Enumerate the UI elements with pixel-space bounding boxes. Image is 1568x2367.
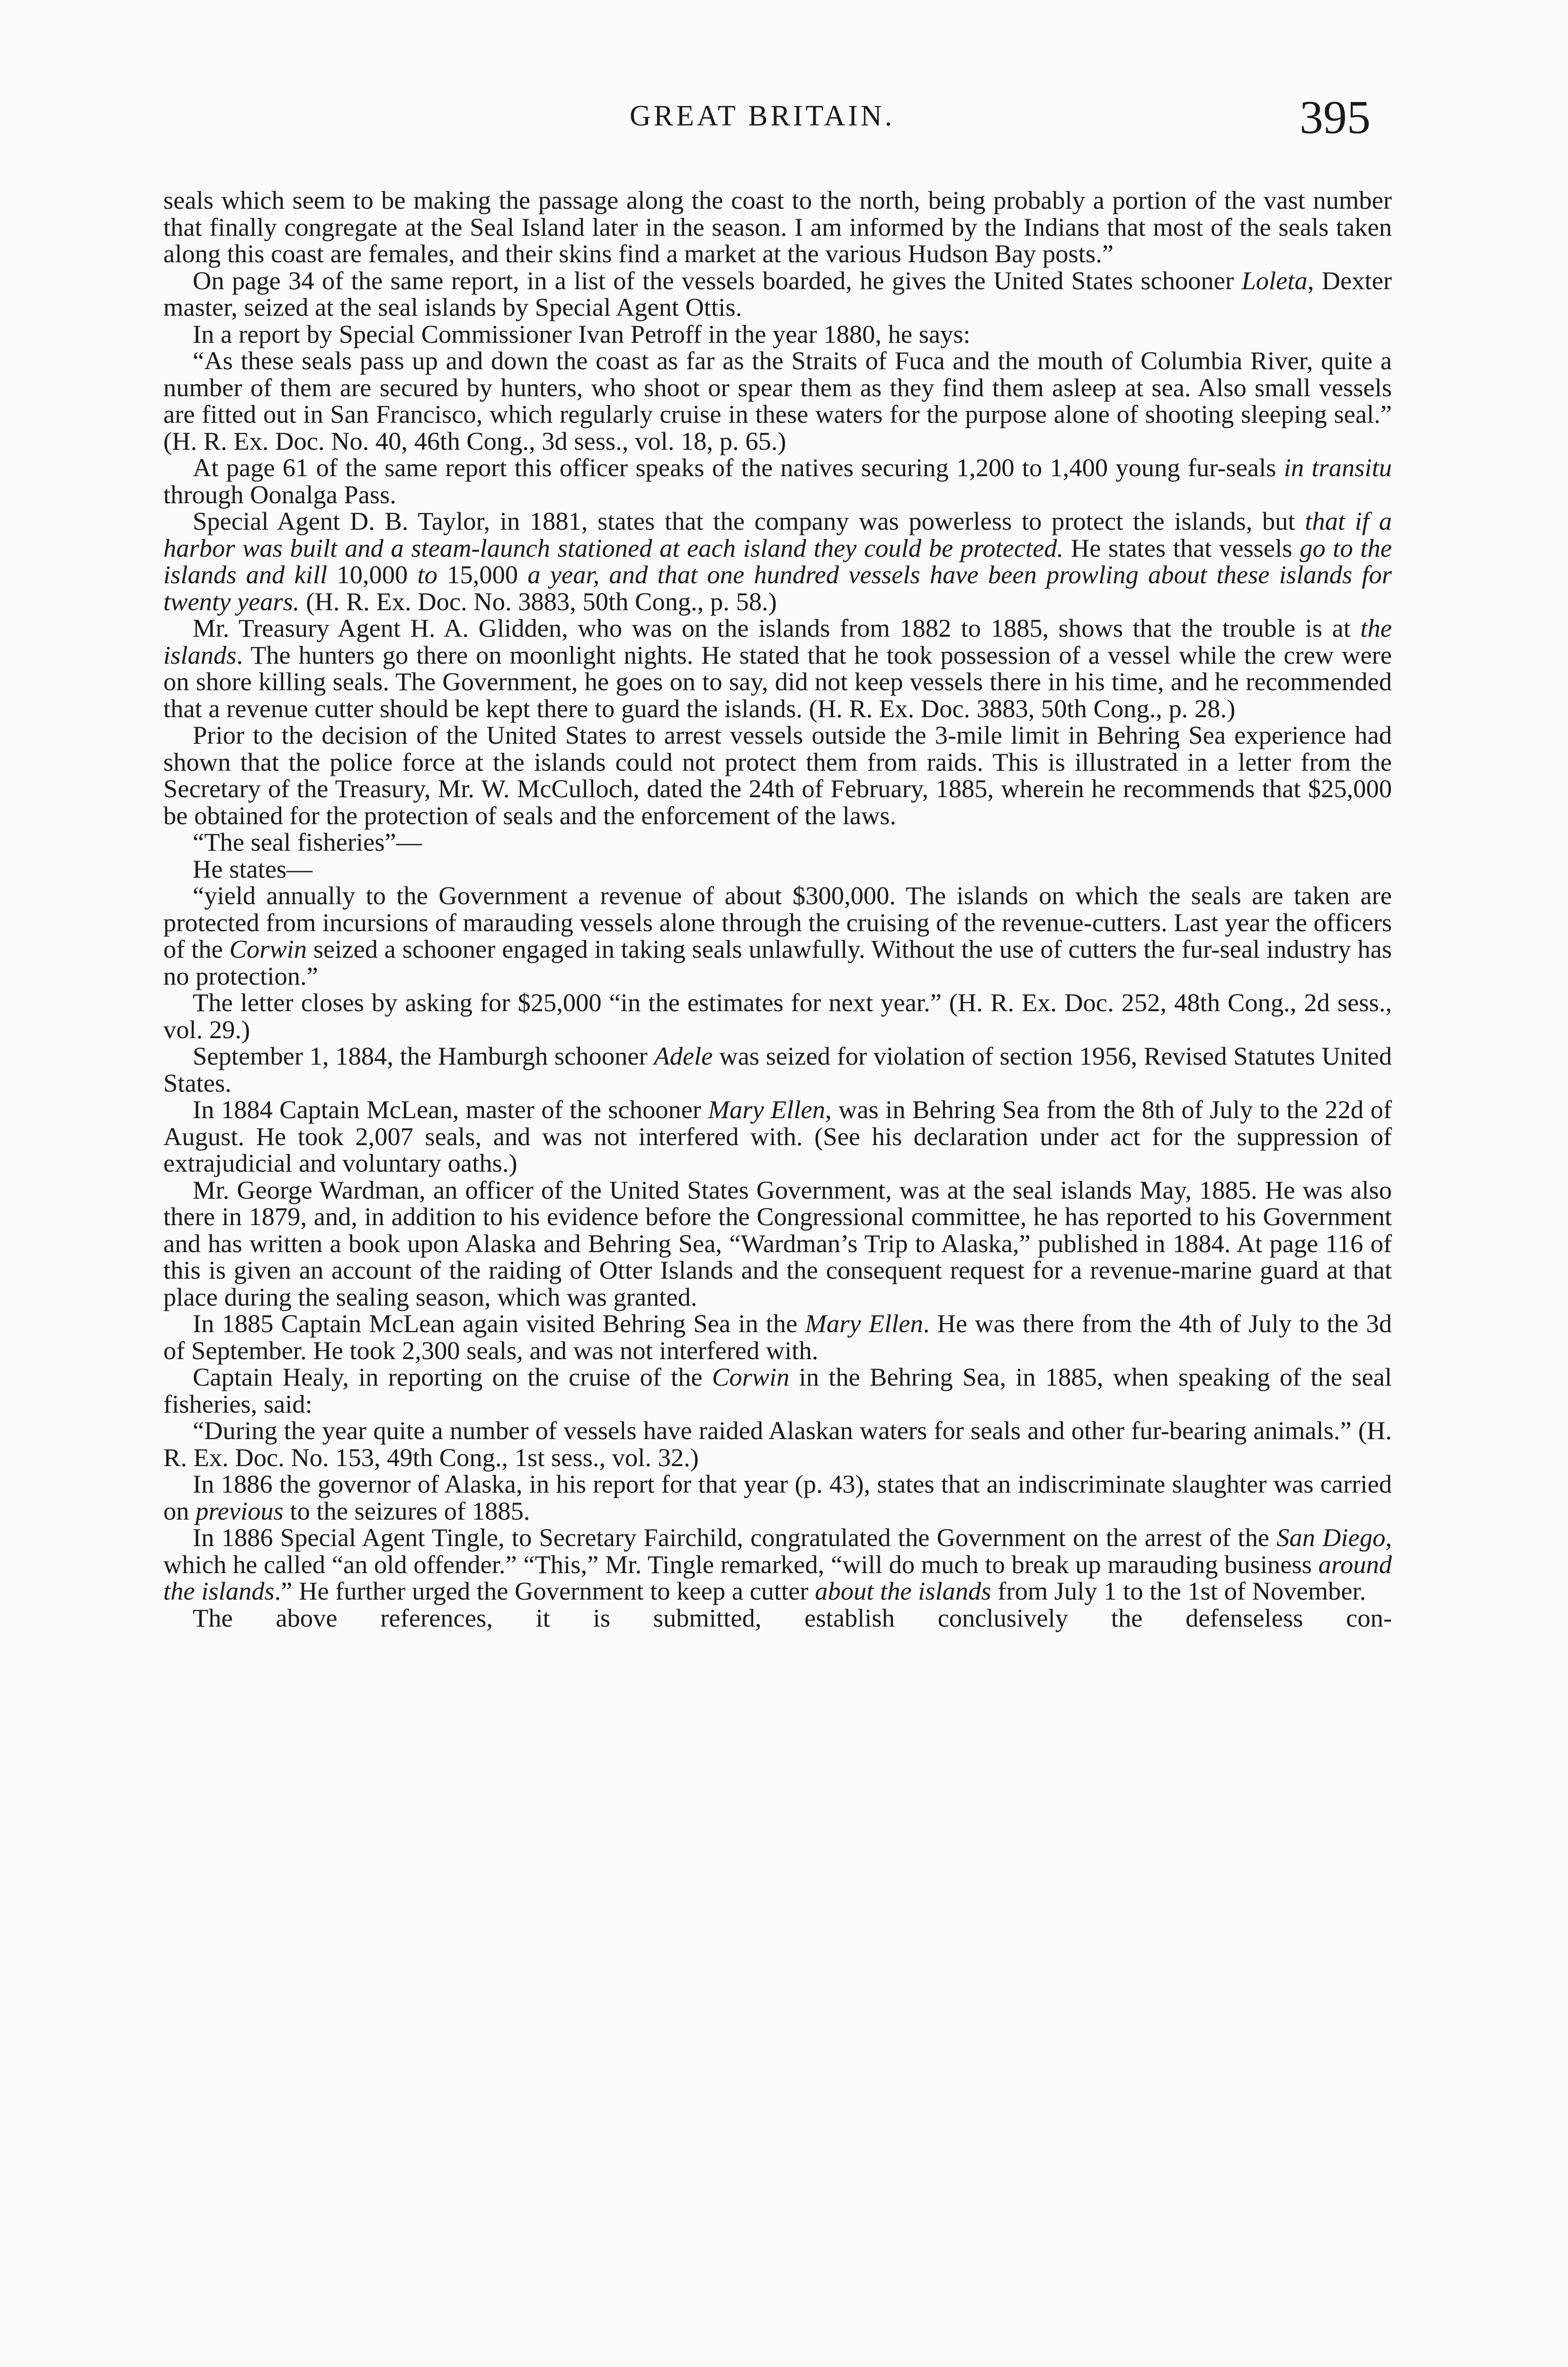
text-run: , Dexter master, seized at the seal islands by Special Agent Ottis.: [163, 266, 1392, 321]
text-run: “yield annually to the Government a revenue of about $300,000. The islands on which the seals are taken are protected from incursions of marauding vessels alone through the cruising of the revenue-cutters. Last year the officers of the: [163, 881, 1392, 963]
text-run: He states that vessels: [1063, 533, 1300, 562]
body-text: [163, 187, 1392, 1631]
text-run: The letter closes by asking for $25,000 “in the estimates for next year.” (H. R. Ex. Doc. 252, 48th Cong., 2d sess., vol. 29.): [163, 988, 1392, 1044]
paragraph: [163, 856, 1392, 883]
italic-text: about the islands: [815, 1576, 991, 1605]
italic-text: San Diego: [1276, 1523, 1386, 1552]
italic-text: go to the islands and kill: [163, 533, 1392, 589]
paragraph: [163, 1471, 1392, 1524]
text-run: In 1886 Special Agent Tingle, to Secretary Fairchild, congratulated the Government on the arrest of the: [193, 1523, 1277, 1552]
text-run: Special Agent D. B. Taylor, in 1881, states that the company was powerless to protect the islands, but: [193, 507, 1305, 535]
text-run: Captain Healy, in reporting on the cruise of the: [193, 1362, 712, 1391]
page-number: 395: [1300, 91, 1371, 143]
text-run: “The seal fisheries”—: [193, 828, 422, 856]
text-run: . The hunters go there on moonlight nights. He stated that he took possession of a vessel while the crew were on shore killing seals. The Government, he goes on to say, did not keep vessels there in his time, and he recommended that a revenue cutter should be kept there to guard the islands. (H. R. Ex. Doc. 3883, 50th Cong., p. 28.): [163, 640, 1392, 723]
italic-text: to: [417, 560, 438, 589]
running-title: GREAT BRITAIN.: [630, 100, 895, 132]
italic-text: Adele: [654, 1041, 713, 1070]
italic-text: around the islands: [163, 1549, 1392, 1605]
paragraph: [163, 1177, 1392, 1311]
text-run: through Oonalga Pass.: [163, 480, 396, 509]
text-run: He states—: [193, 854, 312, 883]
paragraph: [163, 989, 1392, 1043]
text-run: seized a schooner engaged in taking seals unlawfully. Without the use of cutters the fur-seal industry has no protection.”: [163, 934, 1392, 990]
paragraph: [163, 267, 1392, 321]
text-run: from July 1 to the 1st of November.: [991, 1576, 1366, 1605]
text-run: , which he called “an old offender.” “This,” Mr. Tingle remarked, “will do much to break up marauding business: [163, 1523, 1392, 1579]
page-header: [0, 90, 1568, 156]
paragraph: [163, 187, 1392, 267]
italic-text: Corwin: [712, 1362, 790, 1391]
text-run: In 1884 Captain McLean, master of the schooner: [193, 1095, 708, 1124]
text-run: “As these seals pass up and down the coast as far as the Straits of Fuca and the mouth of Columbia River, quite a number of them are secured by hunters, who shoot or spear them as they find them asleep at sea. Also small vessels are fitted out in San Francisco, which regularly cruise in these waters for the purpose alone of shooting sleeping seal.” (H. R. Ex. Doc. No. 40, 46th Cong., 3d sess., vol. 18, p. 65.): [163, 346, 1392, 455]
paragraph: [163, 321, 1392, 348]
text-run: . He was there from the 4th of July to the 3d of September. He took 2,300 seals, and was not interfered with.: [163, 1309, 1392, 1365]
paragraph: [163, 1096, 1392, 1177]
text-run: 15,000: [437, 560, 528, 589]
text-run: in the Behring Sea, in 1885, when speaking of the seal fisheries, said:: [163, 1362, 1392, 1418]
italic-text: previous: [196, 1496, 284, 1525]
text-run: At page 61 of the same report this officer speaks of the natives securing 1,200 to 1,400 young fur-seals: [193, 453, 1284, 482]
text-run: , was in Behring Sea from the 8th of July to the 22d of August. He took 2,007 seals, and was not interfered with. (See his declaration under act for the suppression of extrajudicial and voluntary oaths.): [163, 1095, 1392, 1177]
paragraph: [163, 1310, 1392, 1364]
paragraph: [163, 1364, 1392, 1417]
text-run: (H. R. Ex. Doc. No. 3883, 50th Cong., p. 58.): [299, 587, 777, 616]
italic-text: Corwin: [229, 934, 307, 963]
text-run: “During the year quite a number of vessels have raided Alaskan waters for seals and other fur-bearing animals.” (H. R. Ex. Doc. No. 153, 49th Cong., 1st sess., vol. 32.): [163, 1416, 1392, 1472]
paragraph: [163, 347, 1392, 454]
text-run: was seized for violation of section 1956, Revised Statutes United States.: [163, 1041, 1392, 1097]
paragraph: [163, 1524, 1392, 1605]
italic-text: that if a harbor was built and a steam-launch stationed at each island they could be protected.: [163, 507, 1392, 562]
text-run: to the seizures of 1885.: [283, 1496, 530, 1525]
paragraph: [163, 1417, 1392, 1471]
paragraph: [163, 508, 1392, 615]
italic-text: in transitu: [1283, 453, 1392, 482]
paragraph: [163, 722, 1392, 829]
paragraph: [163, 615, 1392, 722]
text-run: 10,000: [327, 560, 418, 589]
text-run: In a report by Special Commissioner Ivan Petroff in the year 1880, he says:: [193, 319, 971, 348]
text-run: .” He further urged the Government to keep a cutter: [274, 1576, 815, 1605]
paragraph: [163, 1605, 1392, 1632]
italic-text: Loleta: [1241, 266, 1308, 295]
italic-text: the islands: [163, 614, 1392, 669]
text-run: Prior to the decision of the United States to arrest vessels outside the 3-mile limit in Behring Sea experience had shown that the police force at the islands could not protect them from raids. This is illustrated in a letter from the Secretary of the Treasury, Mr. W. McCulloch, dated the 24th of February, 1885, wherein he recommends that $25,000 be obtained for the protection of seals and the enforcement of the laws.: [163, 721, 1392, 830]
paragraph: [163, 829, 1392, 856]
paragraph: [163, 1043, 1392, 1096]
text-run: On page 34 of the same report, in a list of the vessels boarded, he gives the United States schooner: [193, 266, 1242, 295]
paragraph: [163, 882, 1392, 989]
text-run: Mr. George Wardman, an officer of the United States Government, was at the seal islands May, 1885. He was also there in 1879, and, in addition to his evidence before the Congressional committee, he has reported to his Government and has written a book upon Alaska and Behring Sea, “Wardman’s Trip to Alaska,” published in 1884. At page 116 of this is given an account of the raiding of Otter Islands and the consequent request for a revenue-marine guard at that place during the sealing season, which was granted.: [163, 1175, 1392, 1311]
italic-text: Mary Ellen: [805, 1309, 923, 1338]
text-run: In 1885 Captain McLean again visited Behring Sea in the: [193, 1309, 805, 1338]
italic-text: Mary Ellen: [708, 1095, 825, 1124]
paragraph: [163, 454, 1392, 508]
text-run: The above references, it is submitted, establish conclusively the defenseless con-: [193, 1603, 1392, 1632]
text-run: In 1886 the governor of Alaska, in his report for that year (p. 43), states that an indiscriminate slaughter was carried on: [163, 1469, 1392, 1525]
italic-text: a year, and that one hundred vessels have been prowling about these islands for twenty years.: [163, 560, 1392, 616]
text-run: seals which seem to be making the passage along the coast to the north, being probably a portion of the vast number that finally congregate at the Seal Island later in the season. I am informed by the Indians that most of the seals taken along this coast are females, and their skins find a market at the various Hudson Bay posts.”: [163, 186, 1392, 268]
text-run: Mr. Treasury Agent H. A. Glidden, who was on the islands from 1882 to 1885, shows that the trouble is at: [193, 614, 1361, 642]
text-run: September 1, 1884, the Hamburgh schooner: [193, 1041, 654, 1070]
